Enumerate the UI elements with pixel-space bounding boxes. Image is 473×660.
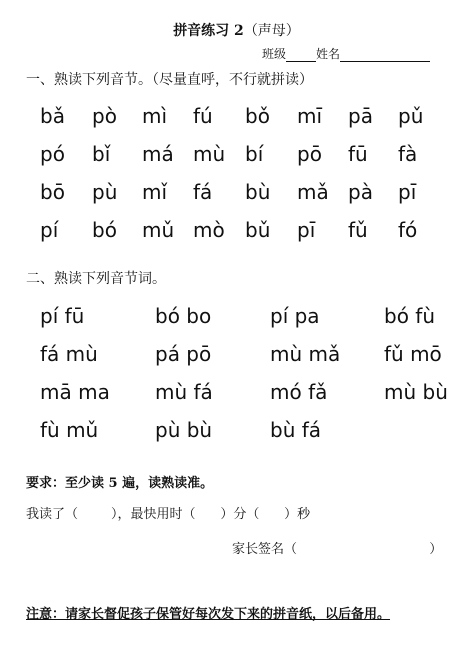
syllable: bù: [245, 180, 271, 204]
syllable: pò: [92, 104, 117, 128]
syllable: pù: [92, 180, 118, 204]
syllable: fú: [193, 104, 213, 128]
syllable: pī: [398, 180, 417, 204]
syllable: pō: [297, 142, 322, 166]
section2-heading: 二、熟读下列音节词。: [26, 271, 166, 287]
syllable: mī: [297, 104, 323, 128]
pinyin-word: bù fá: [270, 418, 322, 442]
syllable: bǐ: [92, 142, 111, 166]
syllable: mǐ: [142, 180, 168, 204]
parent-signature-line: 家长签名（ ）: [232, 542, 443, 557]
syllable: mǔ: [142, 218, 175, 242]
pinyin-word: pù bù: [155, 418, 213, 442]
title-subtitle: （声母）: [243, 23, 300, 39]
syllable: bó: [92, 218, 117, 242]
syllable: mǎ: [297, 180, 329, 204]
syllable: fó: [398, 218, 418, 242]
syllable: fǔ: [348, 218, 368, 242]
pinyin-word: mù fá: [155, 380, 213, 404]
parent-note: 注意：请家长督促孩子保管好每次发下来的拼音纸，以后备用。: [26, 607, 391, 622]
syllable: pī: [297, 218, 316, 242]
class-blank: [286, 47, 316, 62]
syllable: pā: [348, 104, 373, 128]
syllable: bō: [40, 180, 65, 204]
syllable: pà: [348, 180, 373, 204]
syllable: má: [142, 142, 174, 166]
pinyin-word: mù bù: [384, 380, 448, 404]
syllable: fū: [348, 142, 368, 166]
syllable: pí: [40, 218, 59, 242]
name-blank: [340, 47, 430, 62]
title-main: 拼音练习 2: [173, 23, 244, 39]
class-label: 班级: [262, 47, 287, 61]
syllable: bǎ: [40, 104, 65, 128]
pinyin-word: bó fù: [384, 304, 436, 328]
pinyin-word: mù mǎ: [270, 342, 341, 366]
pinyin-word: bó bo: [155, 304, 212, 328]
requirement-text: 要求：至少读 5 遍，读熟读准。: [26, 476, 214, 491]
syllable: mò: [193, 218, 225, 242]
pinyin-word: mó fǎ: [270, 380, 328, 404]
pinyin-word: fǔ mō: [384, 342, 442, 366]
pinyin-word: mā ma: [40, 380, 110, 404]
syllable: bǒ: [245, 104, 270, 128]
syllable: bǔ: [245, 218, 271, 242]
pinyin-word: pí fū: [40, 304, 85, 328]
syllable: bí: [245, 142, 264, 166]
pinyin-word: pá pō: [155, 342, 212, 366]
student-info-line: [262, 45, 430, 62]
pinyin-word: fù mǔ: [40, 418, 99, 442]
pinyin-word: fá mù: [40, 342, 98, 366]
worksheet-title: [0, 20, 473, 40]
reading-record-line: 我读了（ ），最快用时（ ）分（ ）秒: [26, 507, 311, 522]
syllable: mù: [193, 142, 226, 166]
syllable: pǔ: [398, 104, 424, 128]
syllable: fà: [398, 142, 418, 166]
syllable: pó: [40, 142, 65, 166]
syllable: mì: [142, 104, 168, 128]
syllable: fá: [193, 180, 213, 204]
pinyin-word: pí pa: [270, 304, 320, 328]
name-label: 姓名: [316, 47, 341, 61]
section1-heading: 一、熟读下列音节。（尽量直呼，不行就拼读）: [26, 72, 313, 88]
